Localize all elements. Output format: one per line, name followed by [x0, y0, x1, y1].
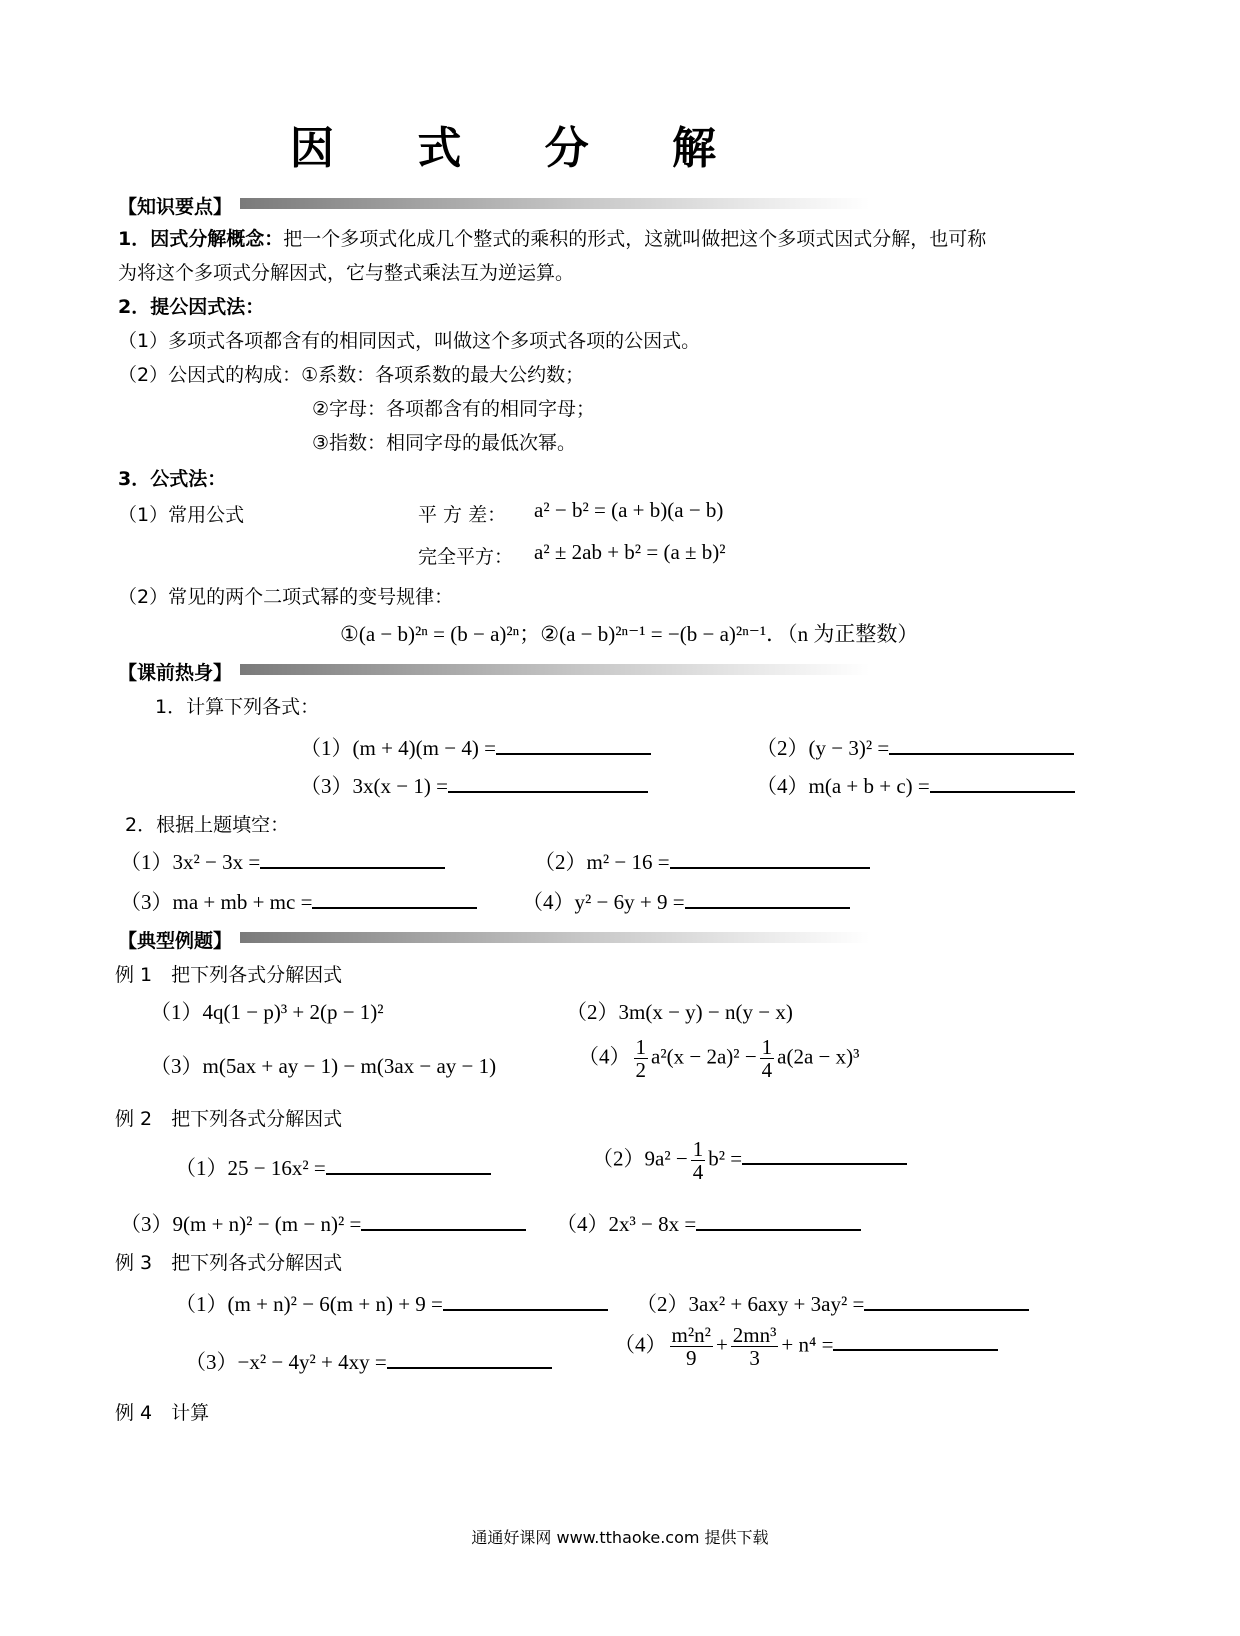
item-text: （4）: [614, 1332, 667, 1357]
answer-blank[interactable]: [864, 1291, 1029, 1311]
formula-method-label: 3．公式法：: [118, 468, 227, 490]
warmup-q2-item-4: [522, 886, 850, 916]
page-footer: 通通好课网 www.tthaoke.com 提供下载: [471, 1528, 769, 1547]
warmup-q2-item-3: [120, 886, 477, 916]
example-2-item-4: [556, 1208, 861, 1238]
warmup-q1-item-3: [300, 770, 648, 800]
answer-blank[interactable]: [387, 1349, 552, 1369]
common-factor-line-2: （2）公因式的构成：①系数：各项系数的最大公约数；: [118, 364, 585, 386]
page-title: 因 式 分 解: [290, 123, 750, 174]
item-text: （1）(m + 4)(m − 4) =: [300, 736, 496, 760]
example-1-item-3: （3）m(5ax + ay − 1) − m(3ax − ay − 1): [150, 1054, 497, 1078]
item-text: （3）−x² − 4y² + 4xy =: [185, 1350, 387, 1374]
fraction: $\frac{\text{2mn³}}{3}$: [732, 1323, 777, 1370]
example-3-item-1: [175, 1288, 608, 1318]
perfect-square-formula: a² ± 2ab + b² = (a ± b)²: [534, 540, 726, 564]
answer-blank[interactable]: [361, 1211, 526, 1231]
common-factor-label: 2．提公因式法：: [118, 296, 265, 318]
example-4-label: 例 4 计算: [115, 1402, 210, 1424]
diff-squares-label: 平 方 差：: [418, 504, 507, 526]
answer-blank[interactable]: [260, 849, 445, 869]
answer-blank[interactable]: [930, 773, 1075, 793]
answer-blank[interactable]: [326, 1155, 491, 1175]
item-text: （2）(y − 3)² =: [756, 736, 890, 760]
item-text: （3）9(m + n)² − (m − n)² =: [120, 1212, 362, 1236]
warmup-q1: 1．计算下列各式：: [155, 696, 320, 718]
answer-blank[interactable]: [685, 889, 850, 909]
item-text: b² =: [708, 1146, 743, 1171]
section-bar: [240, 932, 870, 943]
item-text: （1）3x² − 3x =: [120, 850, 261, 874]
item-text: （4）m(a + b + c) =: [756, 774, 930, 798]
item-text: + n⁴ =: [781, 1332, 834, 1357]
example-1-item-4: [578, 1036, 859, 1081]
concept-label: 1．因式分解概念：: [118, 228, 284, 250]
item-text: a²(x − 2a)² −: [651, 1044, 757, 1069]
concept-text-2: 为将这个多项式分解因式，它与整式乘法互为逆运算。: [118, 262, 575, 284]
warmup-q1-item-1: [300, 732, 651, 762]
answer-blank[interactable]: [496, 735, 651, 755]
item-text: （2）m² − 16 =: [534, 850, 670, 874]
example-3-label: 例 3 把下列各式分解因式: [115, 1252, 343, 1274]
example-3-item-4: [614, 1324, 998, 1369]
answer-blank[interactable]: [696, 1211, 861, 1231]
example-2-label: 例 2 把下列各式分解因式: [115, 1108, 343, 1130]
item-text: （1）(m + n)² − 6(m + n) + 9 =: [175, 1292, 443, 1316]
answer-blank[interactable]: [833, 1331, 998, 1351]
fraction-half: $\frac{1}{2}$: [635, 1035, 646, 1082]
item-text: （2）9a² −: [592, 1146, 688, 1171]
fraction-quarter: $\frac{1}{4}$: [692, 1137, 704, 1184]
sign-rule-formula: ①(a − b)²ⁿ = (b − a)²ⁿ；②(a − b)²ⁿ⁻¹ = −(b − a)²ⁿ⁻¹．（n 为正整数）: [340, 622, 919, 646]
example-1-item-1: （1）4q(1 − p)³ + 2(p − 1)²: [150, 1000, 384, 1024]
answer-blank[interactable]: [889, 735, 1074, 755]
diff-squares-formula: a² − b² = (a + b)(a − b): [534, 498, 724, 522]
item-text: （3）3x(x − 1) =: [300, 774, 448, 798]
section-warmup: 【课前热身】: [118, 662, 233, 684]
example-1-item-2: （2）3m(x − y) − n(y − x): [566, 1000, 793, 1024]
section-bar: [240, 664, 870, 675]
section-knowledge: 【知识要点】: [118, 196, 233, 218]
answer-blank[interactable]: [742, 1145, 907, 1165]
warmup-q1-item-2: [756, 732, 1074, 762]
formula-common-label: （1）常用公式: [118, 504, 245, 526]
item-text: （2）3ax² + 6axy + 3ay² =: [636, 1292, 865, 1316]
answer-blank[interactable]: [670, 849, 870, 869]
example-1-label: 例 1 把下列各式分解因式: [115, 964, 343, 986]
warmup-q2-item-2: [534, 846, 870, 876]
item-text: （3）ma + mb + mc =: [120, 890, 313, 914]
warmup-q2-item-1: [120, 846, 445, 876]
example-3-item-2: [636, 1288, 1029, 1318]
answer-blank[interactable]: [448, 773, 648, 793]
common-factor-line-3: ②字母：各项都含有的相同字母；: [312, 398, 596, 420]
item-text: （4）2x³ − 8x =: [556, 1212, 697, 1236]
concept-text-1: 把一个多项式化成几个整式的乘积的形式，这就叫做把这个多项式因式分解，也可称: [283, 228, 987, 250]
item-text: +: [715, 1332, 728, 1357]
item-text: （4）y² − 6y + 9 =: [522, 890, 685, 914]
fraction-quarter: $\frac{1}{4}$: [761, 1035, 773, 1082]
answer-blank[interactable]: [443, 1291, 608, 1311]
example-2-item-2: [592, 1138, 907, 1183]
answer-blank[interactable]: [312, 889, 477, 909]
section-examples: 【典型例题】: [118, 930, 233, 952]
warmup-q1-item-4: [756, 770, 1075, 800]
example-2-item-1: [175, 1152, 491, 1182]
common-factor-line-4: ③指数：相同字母的最低次幂。: [312, 432, 577, 454]
warmup-q2: 2．根据上题填空：: [125, 814, 290, 836]
example-2-item-3: [120, 1208, 526, 1238]
item-text: （1）25 − 16x² =: [175, 1156, 326, 1180]
item-text: a(2a − x)³: [777, 1044, 860, 1069]
section-bar: [240, 198, 870, 209]
fraction: $\frac{\text{m²n²}}{9}$: [671, 1323, 711, 1370]
concept-line-1: [118, 222, 986, 256]
example-3-item-3: [185, 1346, 552, 1376]
item-text: （4）: [578, 1044, 631, 1069]
perfect-square-label: 完全平方：: [418, 546, 514, 568]
common-factor-line-1: （1）多项式各项都含有的相同因式，叫做这个多项式各项的公因式。: [118, 330, 701, 352]
sign-rule-label: （2）常见的两个二项式幂的变号规律：: [118, 586, 454, 608]
